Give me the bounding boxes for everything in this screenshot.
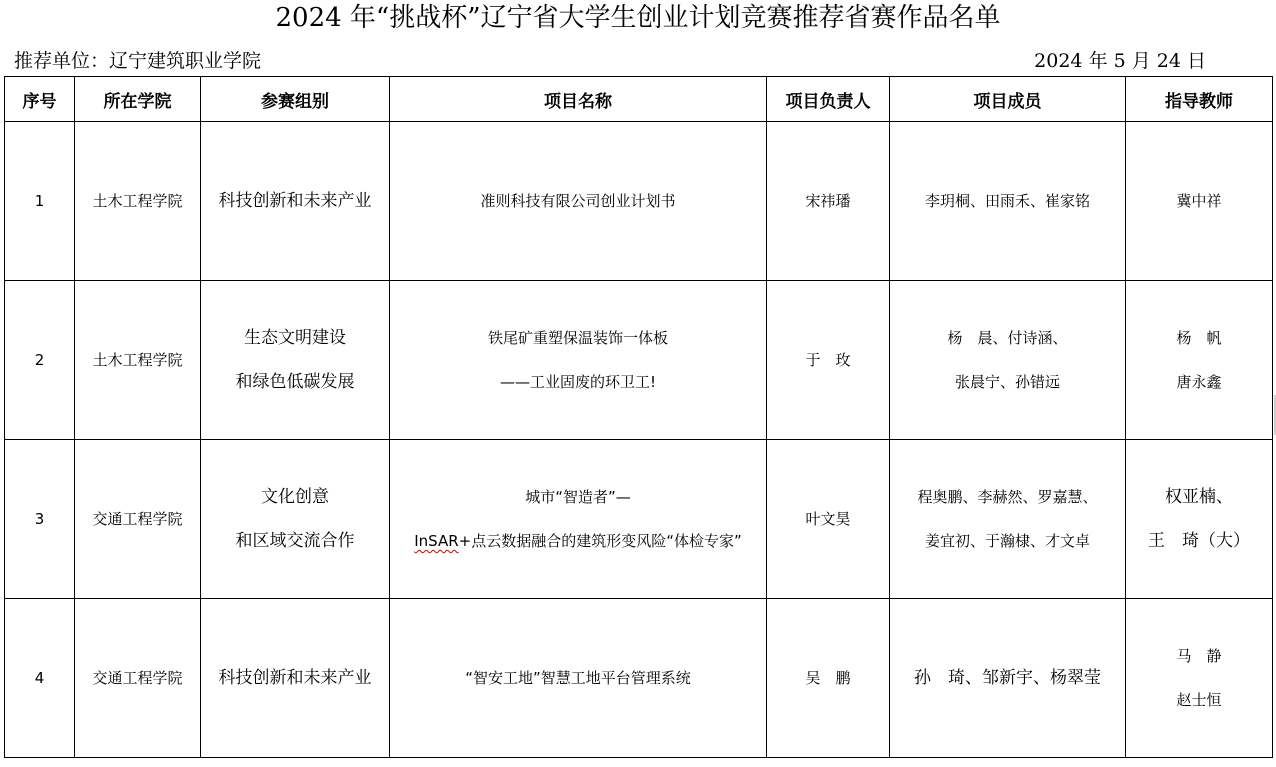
group-line: 科技创新和未来产业 [218,668,372,688]
header-no: 序号 [5,77,75,122]
cell-group [201,599,390,758]
cell-group [201,281,390,440]
table-row [5,440,1273,599]
cell-group [201,440,390,599]
cell-members [890,440,1126,599]
cell-no: 1 [5,122,75,281]
cell-advisors [1126,281,1273,440]
group-line: 和绿色低碳发展 [235,372,355,392]
advisor-line: 杨 帆 [1176,329,1222,347]
recommend-unit: 推荐单位：辽宁建筑职业学院 [14,50,262,72]
members-line: 李玥桐、田雨禾、崔家铭 [924,192,1090,210]
cell-leader: 吴 鹏 [767,599,890,758]
spellcheck-underlined-word: InSAR [414,532,459,550]
group-line: 生态文明建设 [244,328,346,348]
cell-leader: 于 玫 [767,281,890,440]
cell-members [890,599,1126,758]
cell-college: 土木工程学院 [75,281,201,440]
members-line: 姜宜初、于瀚棣、才文卓 [924,532,1090,550]
cell-leader: 叶文昊 [767,440,890,599]
cell-project [390,281,767,440]
table-row [5,281,1273,440]
cell-advisors [1126,599,1273,758]
project-line: “智安工地”智慧工地平台管理系统 [465,669,691,687]
cell-group [201,122,390,281]
advisor-line: 赵士恒 [1176,691,1222,709]
table-row [5,599,1273,758]
header-advisors: 指导教师 [1126,77,1273,122]
document-date: 2024 年 5 月 24 日 [1034,50,1206,72]
cell-members [890,122,1126,281]
cell-leader: 宋祎璠 [767,122,890,281]
project-line: 准则科技有限公司创业计划书 [480,192,676,210]
members-line: 张晨宁、孙错远 [954,373,1060,391]
cell-advisors [1126,122,1273,281]
project-line: ——工业固废的环卫工! [499,373,656,391]
cell-project [390,599,767,758]
cell-no: 2 [5,281,75,440]
group-line: 文化创意 [261,487,329,507]
members-line: 程奥鹏、李赫然、罗嘉慧、 [917,488,1098,506]
members-line: 杨 晨、付诗涵、 [947,329,1068,347]
cell-project [390,440,767,599]
cell-college: 交通工程学院 [75,440,201,599]
advisor-line: 权亚楠、 [1165,487,1233,507]
cell-project [390,122,767,281]
group-line: 和区域交流合作 [235,531,355,551]
cell-advisors [1126,440,1273,599]
header-project: 项目名称 [390,77,767,122]
advisor-line: 唐永鑫 [1176,373,1222,391]
project-table [4,76,1273,758]
advisor-line: 冀中祥 [1176,192,1222,210]
header-group: 参赛组别 [201,77,390,122]
header-leader: 项目负责人 [767,77,890,122]
project-line-rest: +点云数据融合的建筑形变风险“体检专家” [458,532,742,550]
header-members: 项目成员 [890,77,1126,122]
header-college: 所在学院 [75,77,201,122]
table-header-row [5,77,1273,122]
cell-college: 交通工程学院 [75,599,201,758]
advisor-line: 马 静 [1176,647,1222,665]
group-line: 科技创新和未来产业 [218,191,372,211]
cell-no: 3 [5,440,75,599]
project-line [390,530,766,552]
cell-members [890,281,1126,440]
advisor-line: 王 琦（大） [1148,531,1250,551]
project-line: 城市“智造者”— [525,488,631,506]
document-title: 2024 年“挑战杯”辽宁省大学生创业计划竞赛推荐省赛作品名单 [275,3,1001,33]
table-row [5,122,1273,281]
members-line: 孙 琦、邹新宇、杨翠莹 [914,668,1101,688]
cell-no: 4 [5,599,75,758]
project-line: 铁尾矿重塑保温装饰一体板 [487,329,668,347]
cell-college: 土木工程学院 [75,122,201,281]
